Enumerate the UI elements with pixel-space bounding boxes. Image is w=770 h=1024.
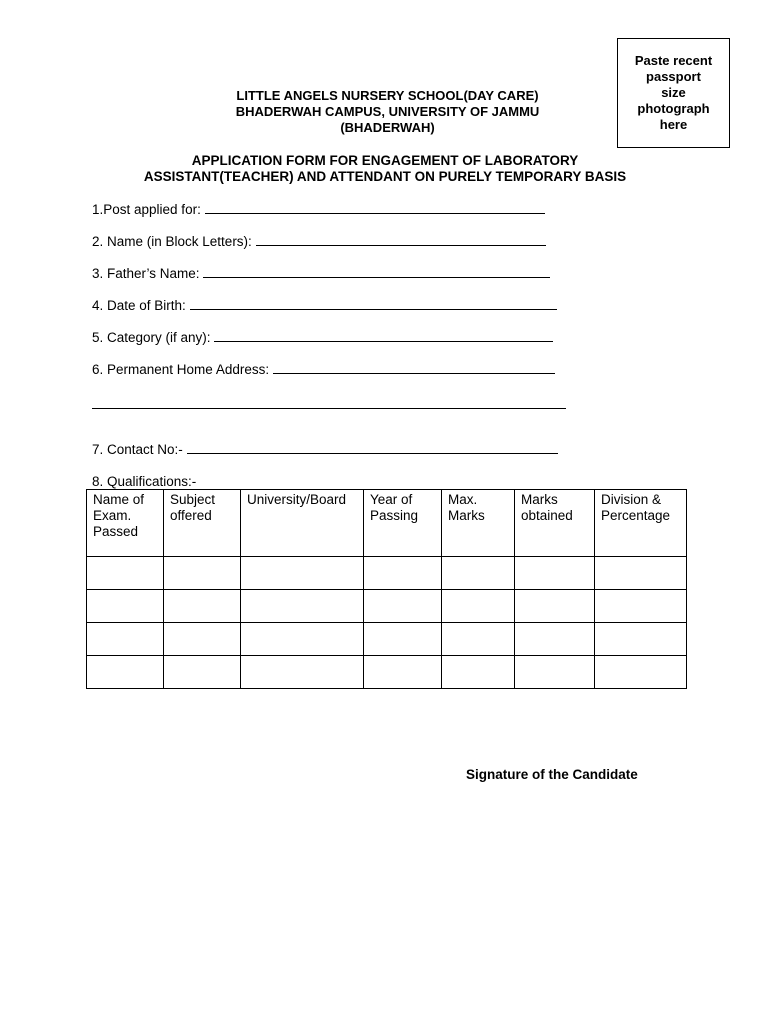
qualifications-header-row <box>87 490 687 557</box>
table-row <box>87 557 687 590</box>
header-university: University/Board <box>241 490 364 557</box>
header-marks-obtained: Marks obtained <box>515 490 595 557</box>
table-cell[interactable] <box>515 590 595 623</box>
date-of-birth-label: 4. Date of Birth: <box>92 298 186 313</box>
table-cell[interactable] <box>241 590 364 623</box>
form-title-line-2: ASSISTANT(TEACHER) AND ATTENDANT ON PURELY TEMPORARY BASIS <box>143 169 627 184</box>
qualifications-label: 8. Qualifications:- <box>92 474 197 489</box>
date-of-birth-blank[interactable] <box>190 297 557 310</box>
table-cell[interactable] <box>442 590 515 623</box>
date-of-birth-field <box>92 297 557 314</box>
table-cell[interactable] <box>87 557 164 590</box>
name-blank[interactable] <box>256 233 546 246</box>
father-name-label: 3. Father’s Name: <box>92 266 200 281</box>
signature-label: Signature of the Candidate <box>466 767 638 782</box>
table-cell[interactable] <box>164 656 241 689</box>
category-blank[interactable] <box>214 329 553 342</box>
form-title <box>70 153 700 185</box>
table-cell[interactable] <box>87 590 164 623</box>
qualifications-table <box>86 489 687 689</box>
category-label: 5. Category (if any): <box>92 330 211 345</box>
name-field <box>92 233 546 250</box>
table-cell[interactable] <box>595 590 687 623</box>
table-cell[interactable] <box>241 656 364 689</box>
table-cell[interactable] <box>442 623 515 656</box>
school-campus: BHADERWAH CAMPUS, UNIVERSITY OF JAMMU <box>235 104 540 119</box>
table-row <box>87 590 687 623</box>
table-cell[interactable] <box>364 557 442 590</box>
table-cell[interactable] <box>164 557 241 590</box>
photo-box-line: size <box>661 85 686 100</box>
address-label: 6. Permanent Home Address: <box>92 362 270 377</box>
header-division: Division & Percentage <box>595 490 687 557</box>
table-cell[interactable] <box>241 557 364 590</box>
header-subject: Subject offered <box>164 490 241 557</box>
father-name-field <box>92 265 550 282</box>
school-header <box>160 88 615 136</box>
table-cell[interactable] <box>442 557 515 590</box>
contact-blank[interactable] <box>187 441 558 454</box>
table-cell[interactable] <box>515 623 595 656</box>
post-applied-label: 1.Post applied for: <box>92 202 201 217</box>
table-cell[interactable] <box>595 623 687 656</box>
table-cell[interactable] <box>515 557 595 590</box>
post-applied-blank[interactable] <box>205 201 545 214</box>
contact-field <box>92 441 558 458</box>
photo-box-line: passport <box>646 69 701 84</box>
contact-label: 7. Contact No:- <box>92 442 183 457</box>
header-max-marks: Max. Marks <box>442 490 515 557</box>
table-cell[interactable] <box>164 623 241 656</box>
table-cell[interactable] <box>87 656 164 689</box>
header-year: Year of Passing <box>364 490 442 557</box>
school-location: (BHADERWAH) <box>340 120 435 135</box>
table-cell[interactable] <box>241 623 364 656</box>
photo-box-line: photograph <box>637 101 710 116</box>
table-cell[interactable] <box>364 656 442 689</box>
address-field <box>92 361 555 378</box>
table-cell[interactable] <box>164 590 241 623</box>
table-cell[interactable] <box>515 656 595 689</box>
post-applied-field <box>92 201 545 218</box>
header-exam-passed: Name of Exam. Passed <box>87 490 164 557</box>
photo-box-line: here <box>659 117 688 132</box>
table-row <box>87 623 687 656</box>
address-blank-line-2[interactable] <box>92 408 566 409</box>
table-cell[interactable] <box>364 623 442 656</box>
photo-placeholder-box <box>617 38 730 148</box>
father-name-blank[interactable] <box>203 265 550 278</box>
school-name: LITTLE ANGELS NURSERY SCHOOL(DAY CARE) <box>236 88 539 103</box>
form-title-line-1: APPLICATION FORM FOR ENGAGEMENT OF LABORATORY <box>191 153 579 168</box>
photo-box-line: Paste recent <box>634 53 713 68</box>
table-cell[interactable] <box>595 656 687 689</box>
table-cell[interactable] <box>595 557 687 590</box>
category-field <box>92 329 553 346</box>
name-label: 2. Name (in Block Letters): <box>92 234 252 249</box>
table-row <box>87 656 687 689</box>
table-cell[interactable] <box>87 623 164 656</box>
table-cell[interactable] <box>364 590 442 623</box>
table-cell[interactable] <box>442 656 515 689</box>
address-blank[interactable] <box>273 361 555 374</box>
